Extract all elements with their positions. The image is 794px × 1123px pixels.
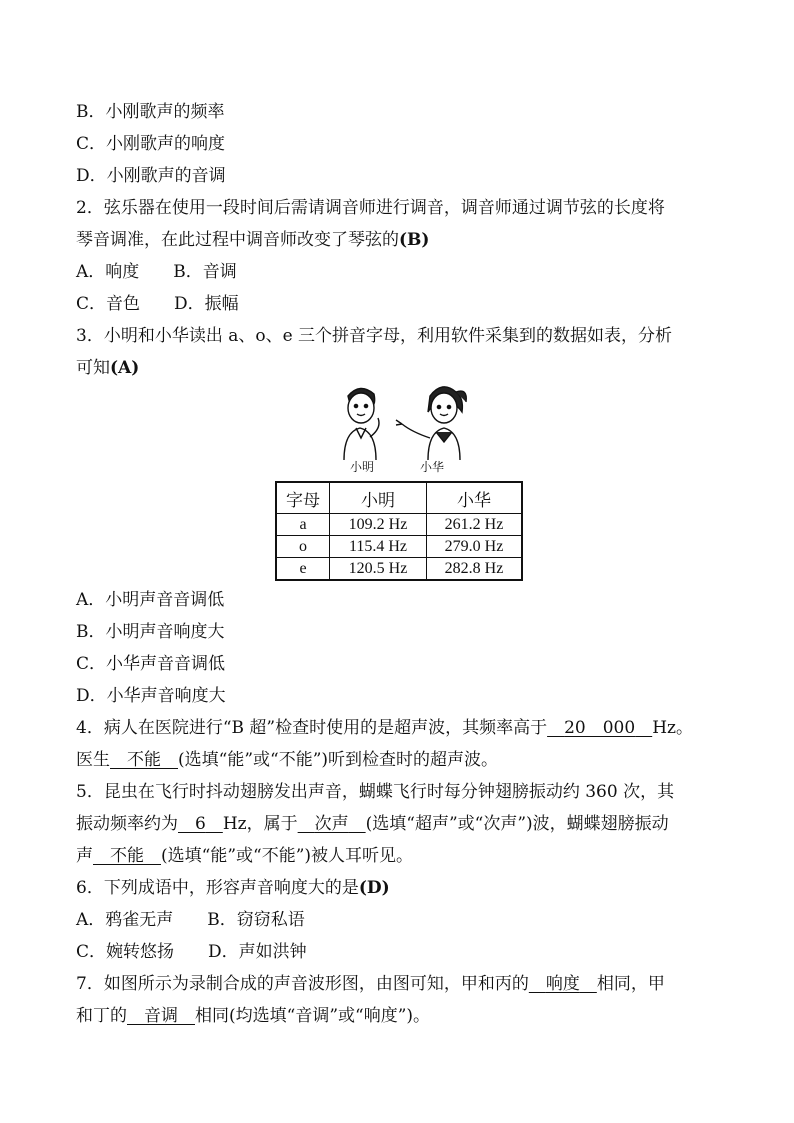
table-row	[276, 558, 522, 581]
q2-options-row2: C．音色 D．振幅	[76, 294, 239, 314]
q7-blank-loudness: 响度	[545, 974, 580, 994]
q5-blank-type: 次声	[314, 814, 349, 834]
header-letter: 字母	[276, 482, 330, 514]
q5-line2: 振动频率约为 6 Hz，属于 次声 (选填“超声”或“次声”)波，蝴蝶翅膀振动	[76, 814, 669, 834]
q4-blank-frequency: 20 000	[564, 718, 636, 738]
q1-option-d: D．小刚歌声的音调	[76, 166, 226, 186]
q7-line2: 和丁的 音调 相同(均选填“音调”或“响度”)。	[76, 1006, 431, 1026]
table-header-row	[276, 482, 522, 514]
table-row	[276, 514, 522, 536]
table-cell: a	[276, 514, 330, 536]
q3-option-d: D．小华声音响度大	[76, 686, 226, 706]
table-cell: 115.4 Hz	[330, 536, 427, 558]
table-cell: 120.5 Hz	[330, 558, 427, 581]
header-xiaohua: 小华	[427, 482, 523, 514]
girl-figure	[396, 387, 466, 460]
students-illustration	[330, 382, 510, 478]
table-cell: 279.0 Hz	[427, 536, 523, 558]
q4-blank-hearing: 不能	[127, 750, 161, 770]
q2-stem-line2: 琴音调准，在此过程中调音师改变了琴弦的(B)	[76, 230, 430, 250]
q2-answer: (B)	[399, 230, 430, 250]
q6-options-row2: C．婉转悠扬 D．声如洪钟	[76, 942, 307, 962]
table-cell: 282.8 Hz	[427, 558, 523, 581]
q2-options-row1: A．响度 B．音调	[76, 262, 237, 282]
q5-line1: 5．昆虫在飞行时抖动翅膀发出声音，蝴蝶飞行时每分钟翅膀振动约 360 次，其	[76, 782, 675, 802]
q3-answer: (A)	[110, 358, 140, 378]
q1-option-b: B．小刚歌声的频率	[76, 102, 225, 122]
frequency-table	[275, 481, 523, 581]
q6-answer: (D)	[358, 878, 390, 898]
q5-blank-audible: 不能	[110, 846, 144, 866]
boy-figure	[344, 388, 379, 460]
q3-stem-line2: 可知(A)	[76, 358, 140, 378]
table-cell: 261.2 Hz	[427, 514, 523, 536]
q5-blank-frequency: 6	[195, 814, 206, 834]
q2-stem-line1: 2．弦乐器在使用一段时间后需请调音师进行调音，调音师通过调节弦的长度将	[76, 198, 665, 218]
q6-options-row1: A．鸦雀无声 B．窃窃私语	[76, 910, 305, 930]
q1-option-c: C．小刚歌声的响度	[76, 134, 226, 154]
q3-option-b: B．小明声音响度大	[76, 622, 225, 642]
q4-line1: 4．病人在医院进行“B 超”检查时使用的是超声波，其频率高于 20 000 Hz。	[76, 718, 693, 738]
q3-option-a: A．小明声音音调低	[76, 590, 225, 610]
table-cell: e	[276, 558, 330, 581]
students-drawing	[330, 382, 510, 462]
q5-line3: 声 不能 (选填“能”或“不能”)被人耳听见。	[76, 846, 414, 866]
q3-option-c: C．小华声音音调低	[76, 654, 226, 674]
q6-stem: 6．下列成语中，形容声音响度大的是(D)	[76, 878, 390, 898]
q7-blank-pitch: 音调	[144, 1006, 178, 1026]
label-xiaoming: 小明	[350, 460, 375, 474]
header-xiaoming: 小明	[330, 482, 427, 514]
q4-line2: 医生 不能 (选填“能”或“不能”)听到检查时的超声波。	[76, 750, 499, 770]
table-row	[276, 536, 522, 558]
table-cell: 109.2 Hz	[330, 514, 427, 536]
q7-line1: 7．如图所示为录制合成的声音波形图，由图可知，甲和丙的 响度 相同，甲	[76, 974, 665, 994]
table-cell: o	[276, 536, 330, 558]
label-xiaohua: 小华	[420, 460, 445, 474]
q3-stem-line1: 3．小明和小华读出 a、o、e 三个拼音字母，利用软件采集到的数据如表，分析	[76, 326, 673, 346]
